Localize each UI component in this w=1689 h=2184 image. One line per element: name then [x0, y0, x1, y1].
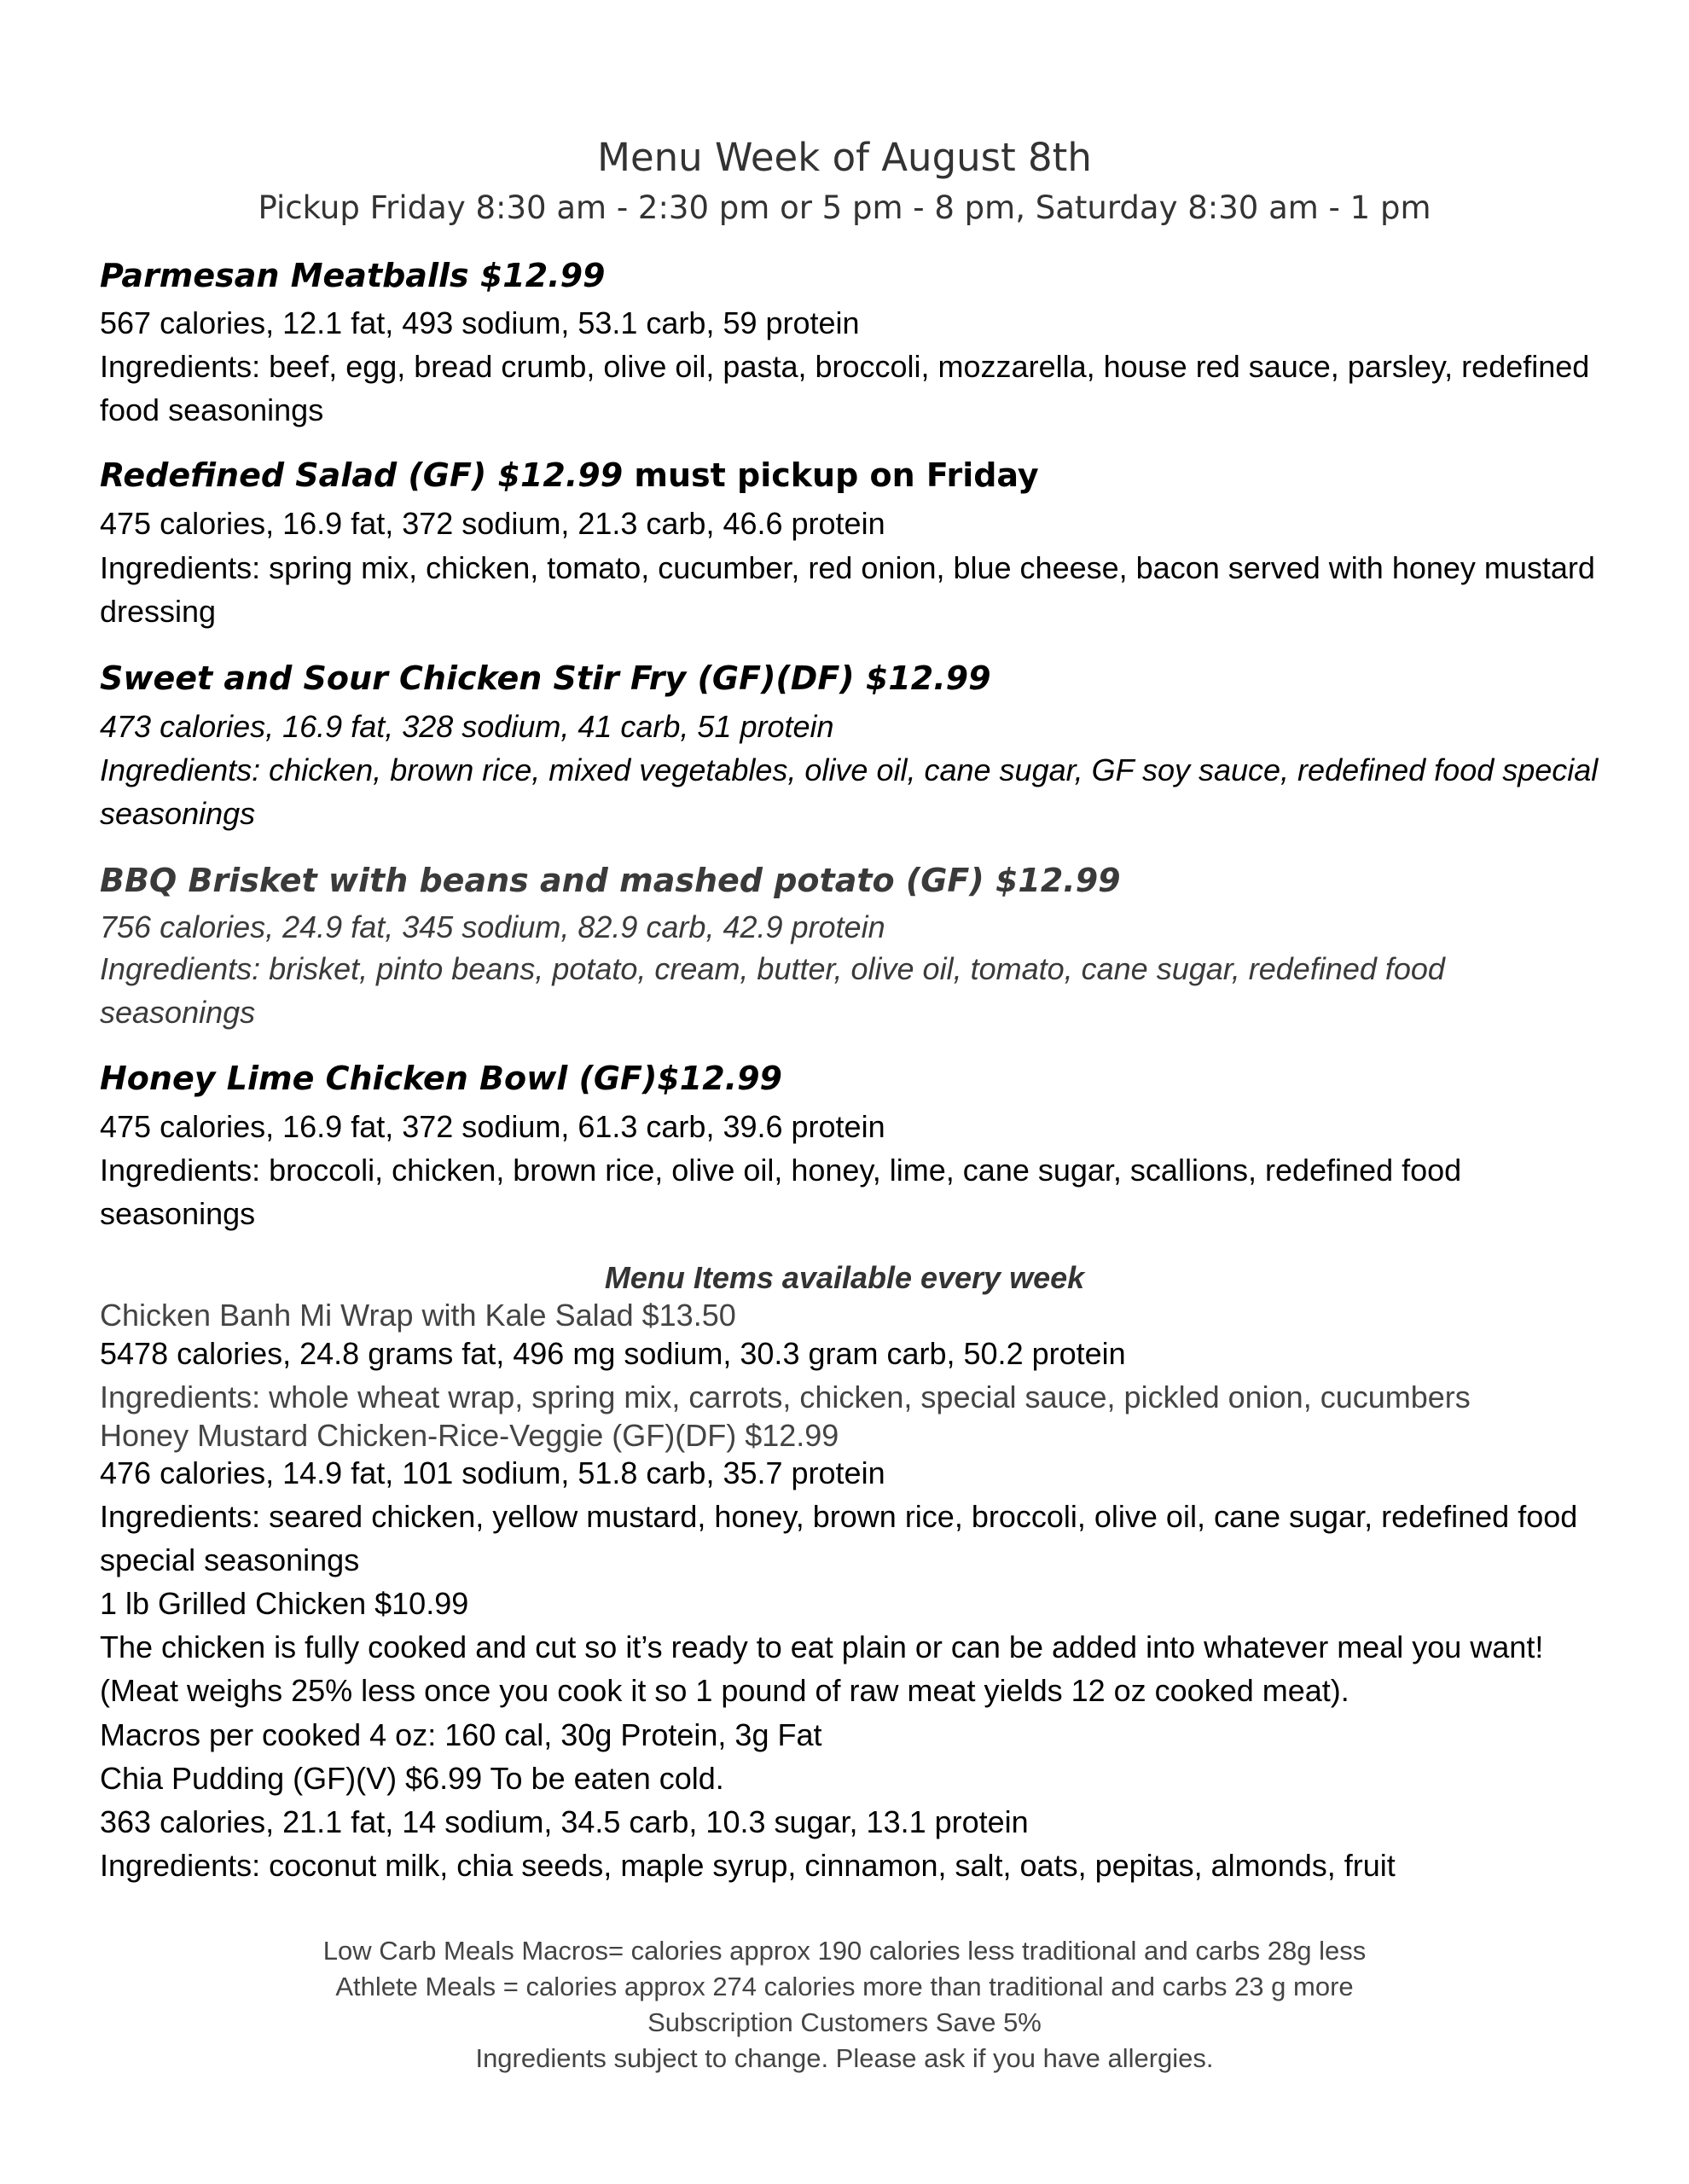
item-title-redefined-salad-text: Redefined Salad (GF) $12.99	[100, 456, 624, 494]
item-nutrition-honey-lime-chicken: 475 calories, 16.9 fat, 372 sodium, 61.3 carb, 39.6 protein	[100, 1109, 885, 1144]
item-nutrition-redefined-salad: 475 calories, 16.9 fat, 372 sodium, 21.3 carb, 46.6 protein	[100, 506, 885, 541]
weekly-description-grilled-chicken: The chicken is fully cooked and cut so it’s ready to eat plain or can be added into whatever meal you want! (Meat weighs 25% less once you cook it so 1 pound of raw meat yields 12 oz cooked meat).	[100, 1629, 1544, 1708]
weekly-nutrition-chia-pudding: 363 calories, 21.1 fat, 14 sodium, 34.5 carb, 10.3 sugar, 13.1 protein	[100, 1804, 1029, 1839]
item-title-redefined-salad	[100, 453, 1601, 497]
weekly-nutrition-banh-mi: 5478 calories, 24.8 grams fat, 496 mg sodium, 30.3 gram carb, 50.2 protein	[100, 1336, 1126, 1371]
item-title-sweet-sour-chicken: Sweet and Sour Chicken Stir Fry (GF)(DF) $12.99	[100, 659, 991, 697]
item-title-honey-lime-chicken: Honey Lime Chicken Bowl (GF)$12.99	[100, 1060, 782, 1097]
page-title: Menu Week of August 8th	[597, 135, 1092, 180]
weekly-ingredients-chia-pudding: Ingredients: coconut milk, chia seeds, maple syrup, cinnamon, salt, oats, pepitas, almonds, fruit	[100, 1848, 1396, 1883]
item-ingredients-sweet-sour-chicken: Ingredients: chicken, brown rice, mixed vegetables, olive oil, cane sugar, GF soy sauce, redefined food special seasonings	[100, 752, 1599, 831]
item-title-bbq-brisket: BBQ Brisket with beans and mashed potato (GF) $12.99	[100, 862, 1121, 899]
item-ingredients-honey-lime-chicken: Ingredients: broccoli, chicken, brown rice, olive oil, honey, lime, cane sugar, scallions, redefined food seasonings	[100, 1153, 1462, 1231]
weekly-ingredients-honey-mustard: Ingredients: seared chicken, yellow mustard, honey, brown rice, broccoli, olive oil, cane sugar, redefined food special seasonings	[100, 1499, 1578, 1577]
item-title-parmesan-meatballs: Parmesan Meatballs $12.99	[100, 257, 606, 294]
footer-athlete: Athlete Meals = calories approx 274 calories more than traditional and carbs 23 g more	[335, 1972, 1354, 2001]
footer-low-carb: Low Carb Meals Macros= calories approx 190 calories less traditional and carbs 28g less	[322, 1936, 1367, 1966]
weekly-title-banh-mi: Chicken Banh Mi Wrap with Kale Salad $13.50	[100, 1298, 736, 1333]
pickup-times: Pickup Friday 8:30 am - 2:30 pm or 5 pm - 8 pm, Saturday 8:30 am - 1 pm	[258, 189, 1431, 226]
item-ingredients-redefined-salad: Ingredients: spring mix, chicken, tomato, cucumber, red onion, blue cheese, bacon served with honey mustard dressing	[100, 550, 1595, 629]
footer-disclaimer: Ingredients subject to change. Please ask if you have allergies.	[475, 2043, 1214, 2073]
pickup-note: must pickup on Friday	[623, 456, 1039, 494]
weekly-macros-grilled-chicken: Macros per cooked 4 oz: 160 cal, 30g Protein, 3g Fat	[100, 1717, 822, 1752]
weekly-items-heading: Menu Items available every week	[604, 1260, 1085, 1295]
item-ingredients-bbq-brisket: Ingredients: brisket, pinto beans, potato, cream, butter, olive oil, tomato, cane sugar, redefined food seasonings	[100, 951, 1445, 1030]
item-nutrition-bbq-brisket: 756 calories, 24.9 fat, 345 sodium, 82.9 carb, 42.9 protein	[100, 909, 885, 944]
item-ingredients-parmesan-meatballs: Ingredients: beef, egg, bread crumb, olive oil, pasta, broccoli, mozzarella, house red sauce, parsley, redefined food seasonings	[100, 349, 1590, 427]
weekly-title-honey-mustard: Honey Mustard Chicken-Rice-Veggie (GF)(DF) $12.99	[100, 1418, 839, 1453]
item-nutrition-sweet-sour-chicken: 473 calories, 16.9 fat, 328 sodium, 41 carb, 51 protein	[100, 709, 834, 744]
item-nutrition-parmesan-meatballs: 567 calories, 12.1 fat, 493 sodium, 53.1 carb, 59 protein	[100, 305, 860, 340]
weekly-ingredients-banh-mi: Ingredients: whole wheat wrap, spring mix, carrots, chicken, special sauce, pickled onion, cucumbers	[100, 1380, 1471, 1414]
weekly-nutrition-honey-mustard: 476 calories, 14.9 fat, 101 sodium, 51.8 carb, 35.7 protein	[100, 1455, 885, 1490]
weekly-title-grilled-chicken: 1 lb Grilled Chicken $10.99	[100, 1586, 469, 1621]
footer-subscription: Subscription Customers Save 5%	[647, 2007, 1042, 2037]
weekly-title-chia-pudding: Chia Pudding (GF)(V) $6.99 To be eaten cold.	[100, 1761, 724, 1796]
